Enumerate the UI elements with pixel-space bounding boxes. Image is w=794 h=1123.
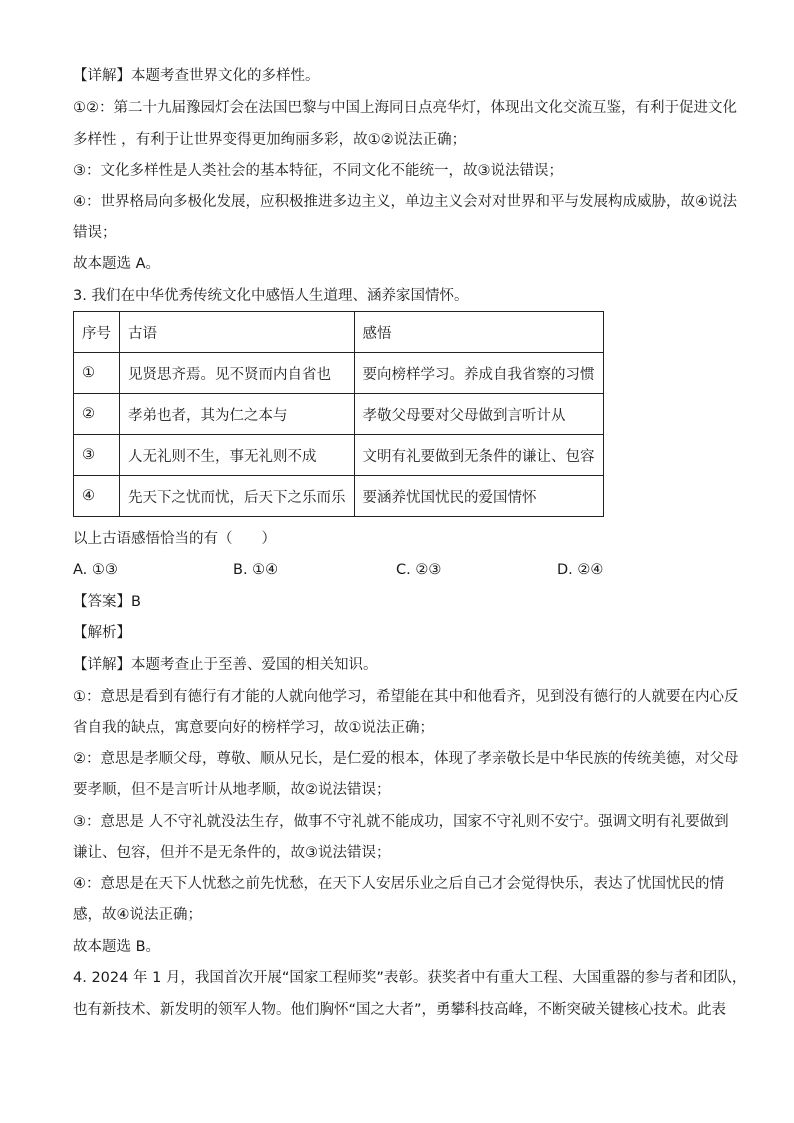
table-cell: 文明有礼要做到无条件的谦让、包容 <box>354 435 603 476</box>
table-cell: 见贤思齐焉。见不贤而内自省也 <box>120 353 355 394</box>
explanation-line: 感，故④说法正确； <box>73 907 202 923</box>
explanation-line: 省自我的缺点，寓意要向好的榜样学习，故①说法正确； <box>73 720 434 736</box>
analysis-label: 【解析】 <box>73 625 131 641</box>
option-a: A. ①③ <box>73 562 118 578</box>
table-cell: ④ <box>74 476 120 517</box>
table-cell: 要向榜样学习。养成自我省察的习惯 <box>354 353 603 394</box>
explanation-line: ①：意思是看到有德行有才能的人就向他学习，希望能在其中和他看齐，见到没有德行的人就要在内心反 <box>73 689 739 705</box>
detail-line: 【详解】本题考查世界文化的多样性。 <box>73 68 320 84</box>
explanation-line: ④：意思是在天下人忧愁之前先忧愁，在天下人安居乐业之后自己才会觉得快乐，表达了忧国忧民的情 <box>73 876 724 892</box>
table-header: 感悟 <box>354 312 603 353</box>
answer-line: 【答案】B <box>73 594 141 610</box>
table-cell: 要涵养忧国忧民的爱国情怀 <box>354 476 603 517</box>
option-c: C. ②③ <box>396 562 442 578</box>
question-line: 以上古语感悟恰当的有（ ） <box>73 531 276 547</box>
conclusion-line: 故本题选 A。 <box>73 256 161 272</box>
table-cell: 人无礼则不生，事无礼则不成 <box>120 435 355 476</box>
explanation-line: 谦让、包容，但并不是无条件的，故③说法错误； <box>73 845 391 861</box>
table-cell: 孝敬父母要对父母做到言听计从 <box>354 394 603 435</box>
conclusion-line: 故本题选 B。 <box>73 939 161 955</box>
table-cell: ③ <box>74 435 120 476</box>
table-row <box>74 476 604 517</box>
question-stem: 也有新技术、新发明的领军人物。他们胸怀“国之大者”，勇攀科技高峰，不断突破关键核心技术。此表 <box>73 1002 727 1018</box>
explanation-line: 多样性 ，有利于让世界变得更加绚丽多彩，故①②说法正确； <box>73 132 467 148</box>
detail-line: 【详解】本题考查止于至善、爱国的相关知识。 <box>73 657 378 673</box>
explanation-line: ③：文化多样性是人类社会的基本特征，不同文化不能统一，故③说法错误； <box>73 163 563 179</box>
table-row <box>74 394 604 435</box>
table-cell: 先天下之忧而忧，后天下之乐而乐 <box>120 476 355 517</box>
explanation-line: ④：世界格局向多极化发展，应积极推进多边主义，单边主义会对对世界和平与发展构成威胁，故④说法 <box>73 194 737 210</box>
question-stem: 4. 2024 年 1 月，我国首次开展“国家工程师奖”表彰。获奖者中有重大工程、大国重器的参与者和团队， <box>73 970 747 986</box>
table-cell: 孝弟也者，其为仁之本与 <box>120 394 355 435</box>
table-header-row <box>74 312 604 353</box>
question-stem: 3. 我们在中华优秀传统文化中感悟人生道理、涵养家国情怀。 <box>73 288 469 304</box>
table-header: 序号 <box>74 312 120 353</box>
explanation-line: ③：意思是 人不守礼就没法生存，做事不守礼就不能成功，国家不守礼则不安宁。强调文明有礼要做到 <box>73 814 729 830</box>
explanation-line: ②：意思是孝顺父母，尊敬、顺从兄长，是仁爱的根本，体现了孝亲敬长是中华民族的传统美德，对父母 <box>73 751 739 767</box>
table-cell: ② <box>74 394 120 435</box>
table-row <box>74 435 604 476</box>
explanation-line: 要孝顺，但不是言听计从地孝顺，故②说法错误； <box>73 782 391 798</box>
explanation-line: ①②：第二十九届豫园灯会在法国巴黎与中国上海同日点亮华灯，体现出文化交流互鉴，有利于促进文化 <box>73 100 737 116</box>
table-header: 古语 <box>120 312 355 353</box>
explanation-line: 错误； <box>73 225 117 241</box>
quote-table <box>73 311 604 517</box>
option-d: D. ②④ <box>557 562 604 578</box>
table-row <box>74 353 604 394</box>
option-b: B. ①④ <box>233 562 279 578</box>
table-cell: ① <box>74 353 120 394</box>
